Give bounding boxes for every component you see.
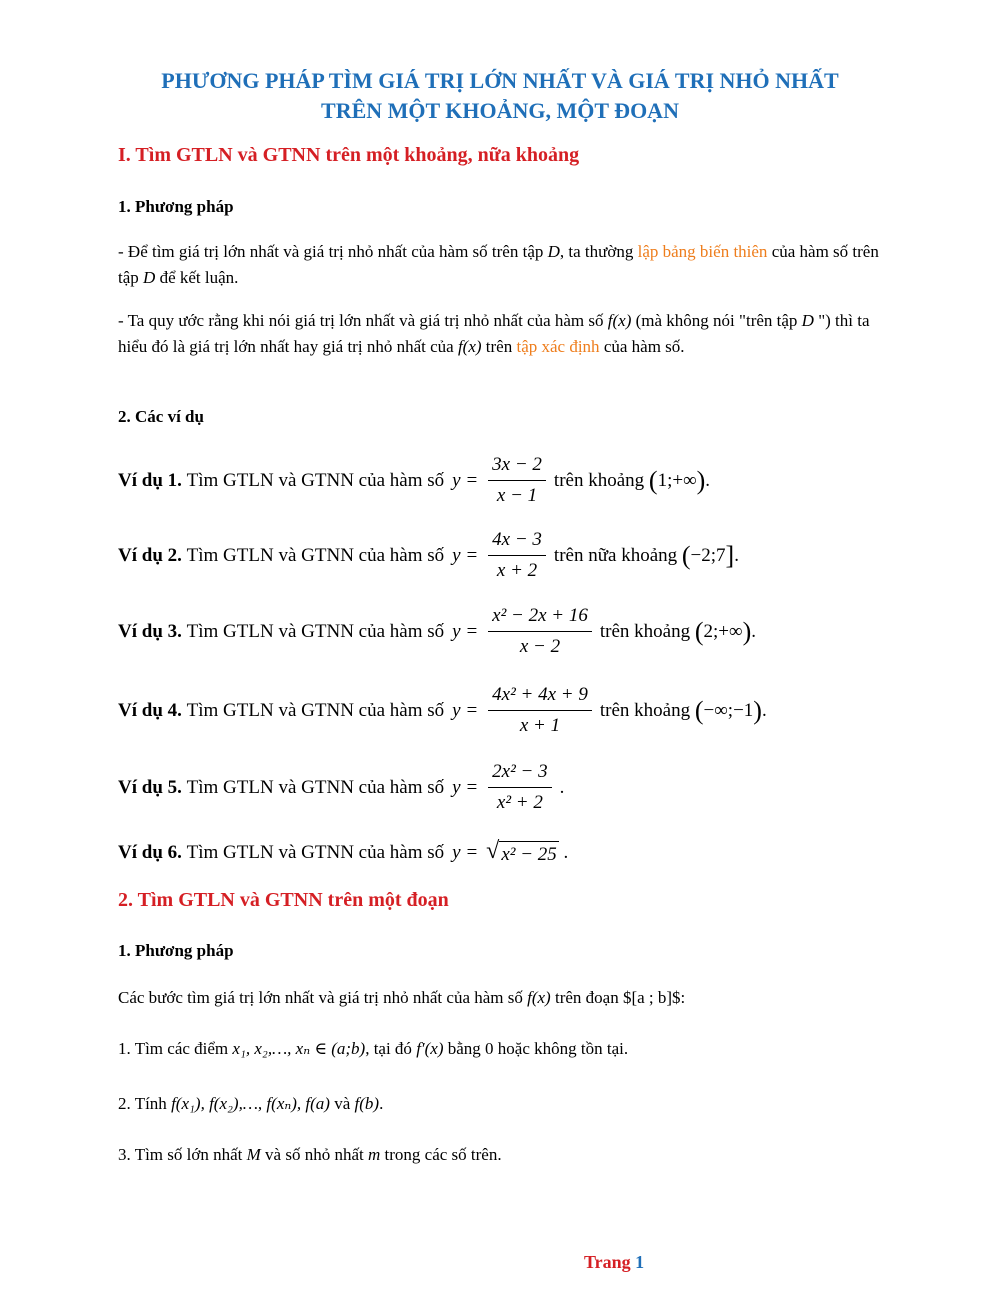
section-1-heading: I. Tìm GTLN và GTNN trên một khoảng, nữa khoảng (118, 144, 580, 166)
highlight-lap-bang-bien-thien: lập bảng biến thiên (637, 242, 768, 261)
section-2-step-2: 2. Tính f(x₁), f(x₂),…, f(xₙ), f(a) và f(b). (118, 1094, 384, 1113)
example-3: Ví dụ 3. Tìm GTLN và GTNN của hàm số y = $\frac{\text{x² − 2x + 16}}{x - 2}$ trên khoảng ( 2;+∞ ) . (118, 605, 756, 657)
section-2-step-3: 3. Tìm số lớn nhất M và số nhỏ nhất m trong các số trên. (118, 1145, 502, 1164)
highlight-tap-xac-dinh: tập xác định (516, 337, 600, 356)
fraction: $\frac{4x - 3}{x + 2}$ (488, 528, 546, 583)
page-footer (584, 1252, 644, 1273)
example-4: Ví dụ 4. Tìm GTLN và GTNN của hàm số y = $\frac{\text{4x² + 4x + 9}}{x + 1}$ trên khoảng ( −∞;−1 ) . (118, 684, 767, 736)
section-2-heading: 2. Tìm GTLN và GTNN trên một đoạn (118, 889, 449, 911)
example-label: Ví dụ 6. (118, 842, 182, 863)
example-6: Ví dụ 6. Tìm GTLN và GTNN của hàm số y = √ x² − 25 . (118, 838, 568, 868)
page-label: Trang (584, 1252, 631, 1272)
fraction: $\frac{\text{4x² + 4x + 9}}{x + 1}$ (488, 683, 592, 738)
example-label: Ví dụ 3. (118, 620, 182, 642)
section-2-step-1: 1. Tìm các điểm x₁, x₂,…, xₙ ∈ (a;b), tại đó f′(x) bằng 0 hoặc không tồn tại. (118, 1039, 629, 1058)
radical-sign-icon: √ (486, 838, 500, 864)
section-1-paragraph-2: - Ta quy ước rằng khi nói giá trị lớn nhất và giá trị nhỏ nhất của hàm số f(x) (mà không nói "trên tập D ") thì ta hiểu đó là giá trị lớn nhất hay giá trị nhỏ nhất của f(x) trên tập xác định của hàm số. (118, 311, 870, 356)
examples-heading: 2. Các ví dụ (118, 407, 204, 426)
example-5: Ví dụ 5. Tìm GTLN và GTNN của hàm số y = $\frac{\text{2x² − 3}}{\text{x² + 2}}$ . (118, 761, 565, 813)
example-label: Ví dụ 4. (118, 699, 182, 721)
example-label: Ví dụ 1. (118, 469, 182, 491)
section-2-method-heading: 1. Phương pháp (118, 941, 234, 960)
example-label: Ví dụ 2. (118, 544, 182, 566)
section-2-intro: Các bước tìm giá trị lớn nhất và giá trị nhỏ nhất của hàm số f(x) trên đoạn $[a ; b]$: (118, 988, 686, 1007)
page-title-line-2: TRÊN MỘT KHOẢNG, MỘT ĐOẠN (321, 98, 679, 123)
page-number: 1 (635, 1252, 645, 1272)
section-1-method-heading: 1. Phương pháp (118, 197, 234, 216)
fraction: $\frac{\text{2x² − 3}}{\text{x² + 2}}$ (488, 760, 551, 815)
page-title-line-1: PHƯƠNG PHÁP TÌM GIÁ TRỊ LỚN NHẤT VÀ GIÁ TRỊ NHỎ NHẤT (161, 68, 839, 93)
square-root: √ x² − 25 (486, 838, 559, 868)
example-2: Ví dụ 2. Tìm GTLN và GTNN của hàm số y = $\frac{4x - 3}{x + 2}$ trên nữa khoảng ( −2;7 ] . (118, 529, 739, 581)
fraction: $\frac{3x - 2}{x - 1}$ (488, 453, 546, 508)
example-label: Ví dụ 5. (118, 776, 182, 798)
section-1-paragraph-1: - Để tìm giá trị lớn nhất và giá trị nhỏ nhất của hàm số trên tập D, ta thường lập bảng biến thiên của hàm số trên tập D để kết luận. (118, 242, 879, 287)
example-1: Ví dụ 1. Tìm GTLN và GTNN của hàm số y = $\frac{3x - 2}{x - 1}$ trên khoảng ( 1;+∞ ) . (118, 454, 711, 506)
fraction: $\frac{\text{x² − 2x + 16}}{x - 2}$ (488, 604, 592, 659)
